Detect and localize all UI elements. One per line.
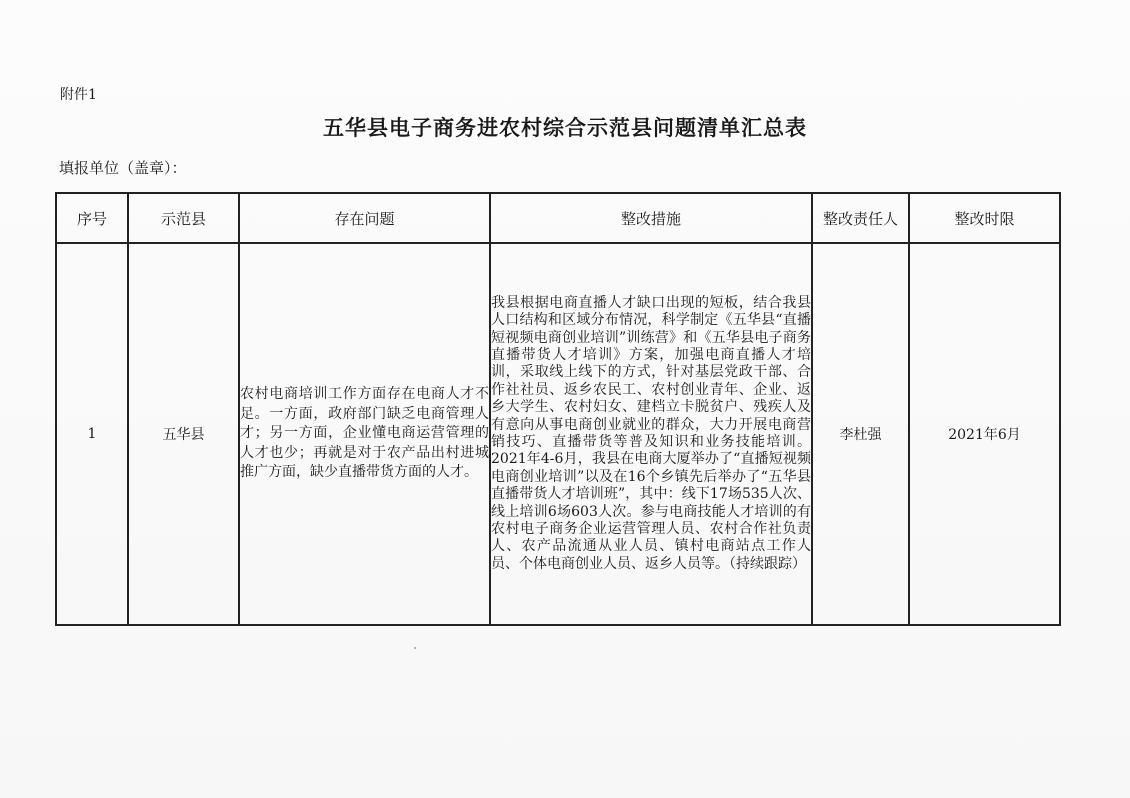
header-measure: 整改措施 <box>490 193 812 243</box>
filler-unit-label: 填报单位（盖章）： <box>59 159 187 177</box>
cell-index: 1 <box>56 243 128 625</box>
table-header-row <box>56 193 1060 243</box>
cell-person: 李杜强 <box>812 243 909 625</box>
cell-issue: 农村电商培训工作方面存在电商人才不足。一方面，政府部门缺乏电商管理人才；另一方面，企业懂电商运营管理的人才也少；再就是对于农产品出村进城推广方面，缺少直播带货方面的人才。 <box>239 243 490 625</box>
table-row <box>56 243 1060 625</box>
header-index: 序号 <box>56 193 128 243</box>
cell-measure: 我县根据电商直播人才缺口出现的短板，结合我县人口结构和区域分布情况，科学制定《五华县“直播短视频电商创业培训”训练营》和《五华县电子商务直播带货人才培训》方案，加强电商直播人才培训，采取线上线下的方式，针对基层党政干部、合作社社员、返乡农民工、农村创业青年、企业、返乡大学生、农村妇女、建档立卡脱贫户、残疾人及有意向从事电商创业就业的群众，大力开展电商营销技巧、直播带货等普及知识和业务技能培训。2021年4-6月，我县在电商大厦举办了“直播短视频电商创业培训”以及在16个乡镇先后举办了“五华县直播带货人才培训班”，其中：线下17场535人次、线上培训6场603人次。参与电商技能人才培训的有农村电子商务企业运营管理人员、农村合作社负责人、农产品流通从业人员、镇村电商站点工作人员、个体电商创业人员、返乡人员等。（持续跟踪） <box>490 243 812 625</box>
cell-county: 五华县 <box>128 243 239 625</box>
header-deadline: 整改时限 <box>909 193 1060 243</box>
scan-speck <box>414 647 416 649</box>
header-person: 整改责任人 <box>812 193 909 243</box>
header-county: 示范县 <box>128 193 239 243</box>
cell-deadline: 2021年6月 <box>909 243 1060 625</box>
issue-list-table <box>55 192 1061 626</box>
attachment-label: 附件1 <box>60 87 97 103</box>
header-issue: 存在问题 <box>239 193 490 243</box>
document-title: 五华县电子商务进农村综合示范县问题清单汇总表 <box>323 116 807 140</box>
